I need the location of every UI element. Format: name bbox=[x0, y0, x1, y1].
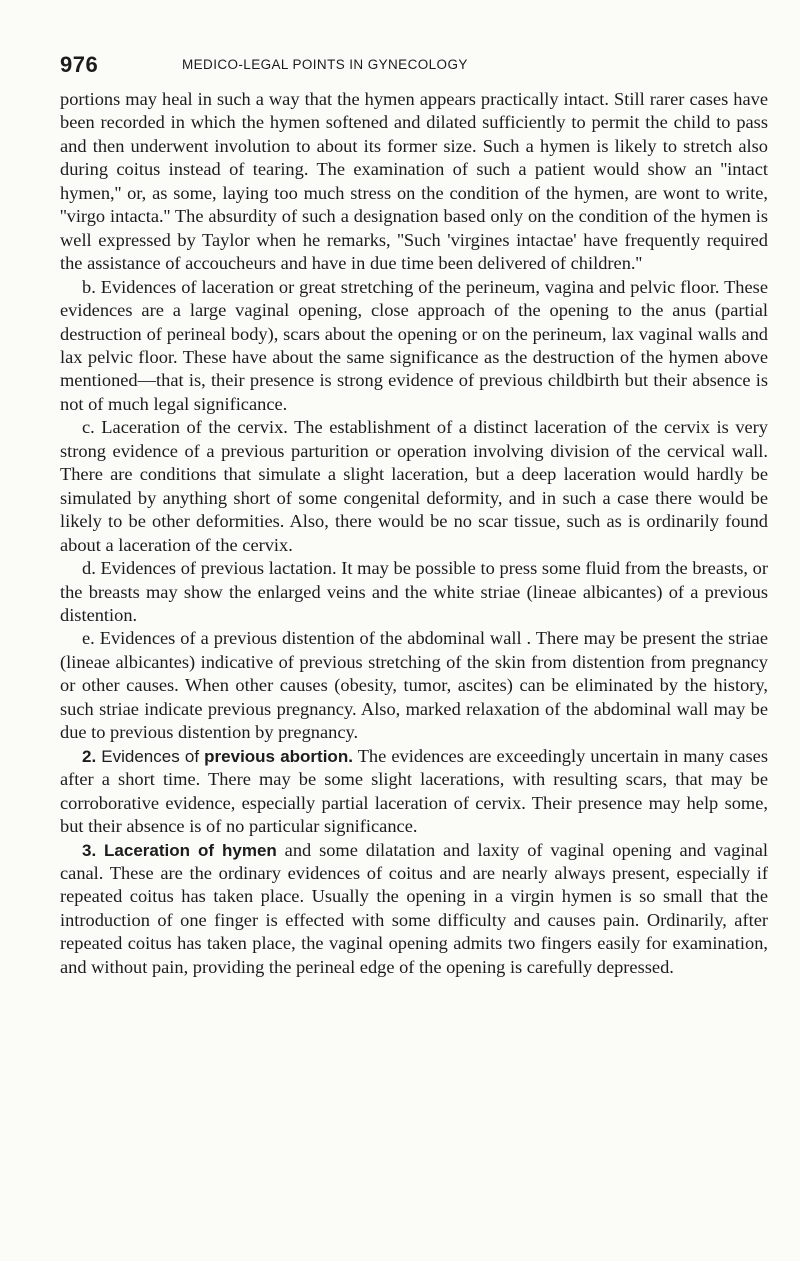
section-3-laceration-of-hymen bbox=[60, 839, 768, 980]
page-number: 976 bbox=[60, 52, 99, 77]
section-2-number: 2. bbox=[82, 746, 97, 766]
paragraph-c-cervix: c. Laceration of the cervix. The establishment of a distinct laceration of the cervix is very strong evidence of a previous parturition or operation involving division of the cervical wall. There are conditions that simulate a slight laceration, but a deep laceration would hardly be simulated by anything short of some congenital deformity, and in such a case there would be likely to be other deformities. Also, there would be no scar tissue, such as is ordinarily found about a laceration of the cervix. bbox=[60, 417, 768, 555]
paragraph-b-perineum: b. Evidences of laceration or great stretching of the perineum, vagina and pelvic floor. These evidences are a large vaginal opening, close approach of the opening to the anus (partial destruction of perineal body), scars about the opening or on the perineum, lax vaginal walls and lax pelvic floor. These have about the same significance as the destruction of the hymen above mentioned—that is, their presence is strong evidence of previous childbirth but their absence is not of much legal significance. bbox=[60, 276, 768, 414]
body-text bbox=[60, 88, 768, 979]
running-head: MEDICO-LEGAL POINTS IN GYNECOLOGY bbox=[182, 57, 468, 72]
section-3-text: and some dilatation and laxity of vaginal opening and vaginal canal. These are the ordinary evidences of coitus and are nearly always present, especially if repeated coitus has taken place. Usually the opening in a virgin hymen is so small that the introduction of one finger is effected with some difficulty and causes pain. Ordinarily, after repeated coitus has taken place, the vaginal opening admits two fingers easily for examination, and without pain, providing the perineal edge of the opening is carefully depressed. bbox=[60, 839, 768, 977]
section-3-heading: Laceration of hymen bbox=[104, 840, 277, 860]
page-header bbox=[60, 52, 740, 82]
section-2-heading: previous abortion. bbox=[204, 746, 353, 766]
section-2-text: The evidences are exceedingly uncertain in many cases after a short time. There may be some slight lacerations, with resulting scars, that may be corroborative evidence, especially partial laceration of cervix. Their presence may help some, but their absence is of no particular significance. bbox=[60, 745, 768, 837]
paragraph-d-lactation: d. Evidences of previous lactation. It may be possible to press some fluid from the breasts, or the breasts may show the enlarged veins and the white striae (lineae albicantes) of a previous distention. bbox=[60, 558, 768, 625]
section-2-previous-abortion bbox=[60, 745, 768, 839]
section-2-lead: Evidences of bbox=[101, 746, 200, 766]
section-3-number: 3. bbox=[82, 840, 97, 860]
paragraph-e-abdominal-wall: e. Evidences of a previous distention of the abdominal wall . There may be present the striae (lineae albicantes) indicative of previous stretching of the skin from distention from pregnancy or other causes. When other causes (obesity, tumor, ascites) can be eliminated by the history, such striae indicate previous pregnancy. Also, marked relaxation of the abdominal wall may be due to previous distention by pregnancy. bbox=[60, 628, 768, 743]
paragraph-continuation: portions may heal in such a way that the hymen appears practically intact. Still rarer cases have been recorded in which the hymen softened and dilated sufficiently to permit the child to pass and then underwent involution to about its former size. Such a hymen is likely to stretch also during coitus instead of tearing. The examination of such a patient would show an ''intact hymen,'' or, as some, laying too much stress on the condition of the hymen, are wont to write, ''virgo intacta.'' The absurdity of such a designation based only on the condition of the hymen is well expressed by Taylor when he remarks, ''Such 'virgines intactae' have frequently required the assistance of accoucheurs and have in due time been delivered of children.'' bbox=[60, 89, 768, 274]
